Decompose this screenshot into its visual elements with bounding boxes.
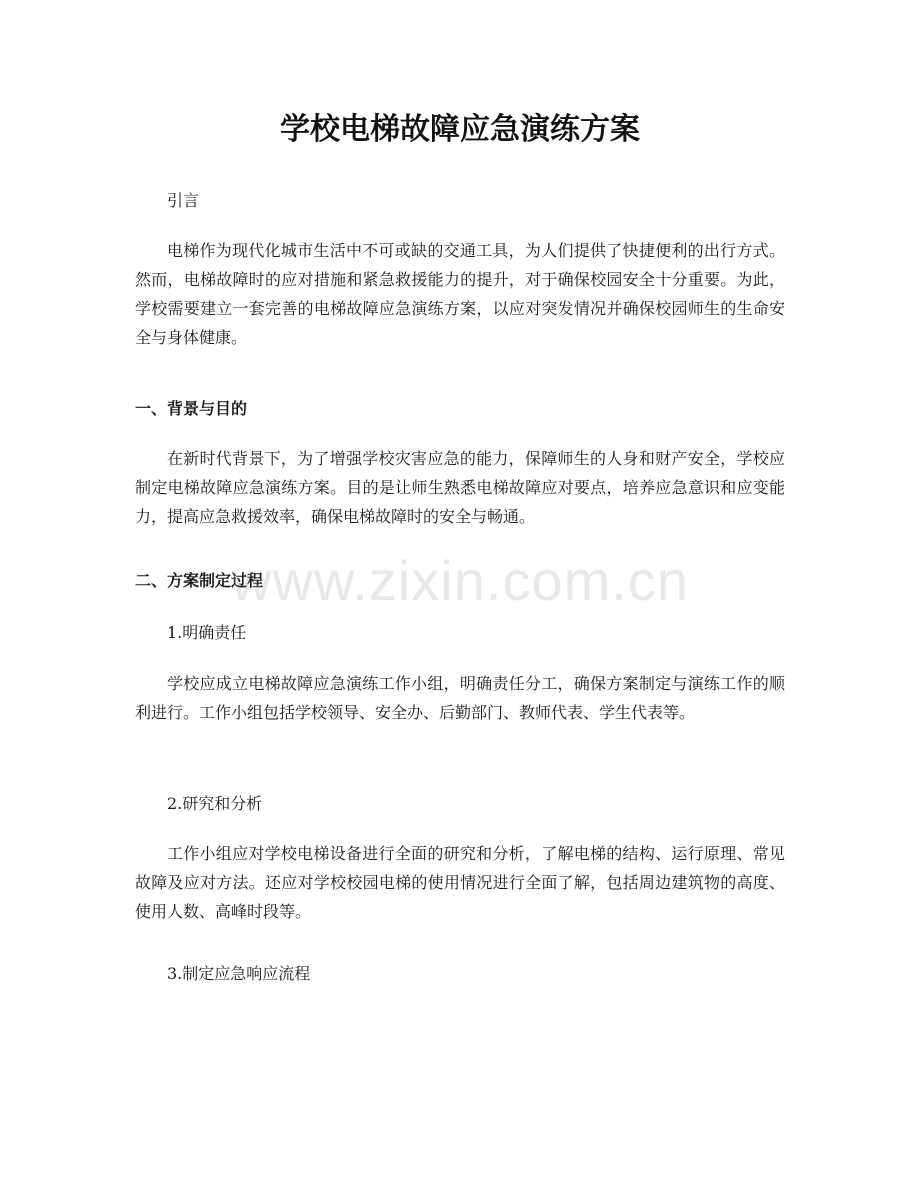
item-title-responsibility: 1.明确责任 (167, 623, 247, 642)
intro-paragraph: 电梯作为现代化城市生活中不可或缺的交通工具，为人们提供了快捷便利的出行方式。然而，电梯故障时的应对措施和紧急救援能力的提升，对于确保校园安全十分重要。为此，学校需要建立一套完善的电梯故障应急演练方案，以应对突发情况并确保校园师生的生命安全与身体健康。 (135, 241, 785, 347)
document-title: 学校电梯故障应急演练方案 (280, 112, 640, 147)
section-heading-background: 一、背景与目的 (135, 399, 248, 418)
section-background-paragraph: 在新时代背景下，为了增强学校灾害应急的能力，保障师生的人身和财产安全，学校应制定电梯故障应急演练方案。目的是让师生熟悉电梯故障应对要点，培养应急意识和应变能力，提高应急救援效率，确保电梯故障时的安全与畅通。 (135, 449, 785, 526)
item-paragraph-responsibility: 学校应成立电梯故障应急演练工作小组，明确责任分工，确保方案制定与演练工作的顺利进行。工作小组包括学校领导、安全办、后勤部门、教师代表、学生代表等。 (135, 674, 785, 722)
intro-label: 引言 (167, 191, 200, 210)
item-title-response-flow: 3.制定应急响应流程 (167, 964, 311, 983)
section-heading-process: 二、方案制定过程 (135, 571, 264, 590)
item-title-research: 2.研究和分析 (167, 794, 263, 813)
watermark-text: www.zixin.com.cn (231, 549, 689, 612)
item-paragraph-research: 工作小组应对学校电梯设备进行全面的研究和分析，了解电梯的结构、运行原理、常见故障及应对方法。还应对学校校园电梯的使用情况进行全面了解，包括周边建筑物的高度、使用人数、高峰时段等。 (135, 844, 785, 921)
